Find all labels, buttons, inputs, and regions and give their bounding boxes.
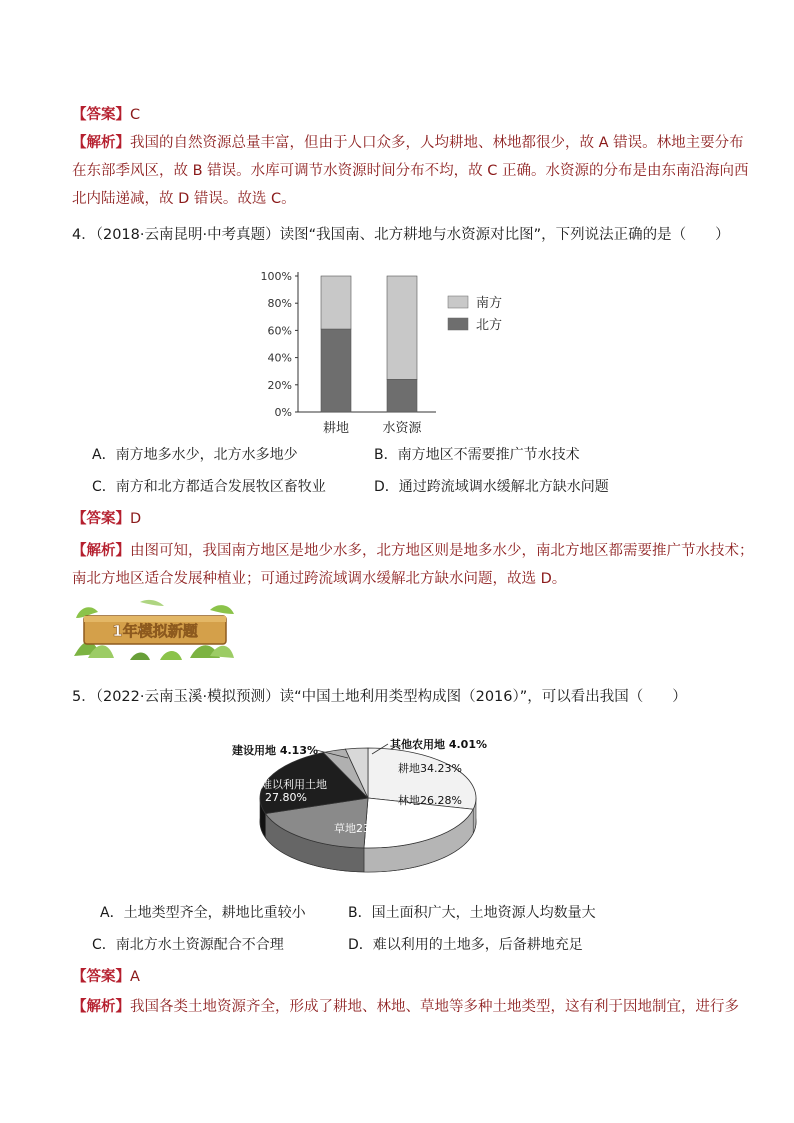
slice-label: 草地23.15% xyxy=(334,822,398,835)
legend-label: 南方 xyxy=(476,296,503,311)
bar-segment xyxy=(387,379,417,412)
y-tick-label: 80% xyxy=(267,297,292,311)
legend-swatch xyxy=(448,296,468,308)
legend-swatch xyxy=(448,318,468,330)
y-tick-label: 60% xyxy=(267,324,292,338)
analysis-line-4-1: 【解析】由图可知，我国南方地区是地少水多，北方地区则是地多水少，南北方地区都需要推广节水技术； xyxy=(72,543,754,559)
question-5-stem: 5．（2022·云南玉溪·模拟预测）读“中国土地利用类型构成图（2016）”，可以看出我国（ ） xyxy=(72,689,687,705)
q4-option-c[interactable]: C．南方和北方都适合发展牧区畜牧业 xyxy=(92,479,326,495)
q5-option-b[interactable]: B．国土面积广大，土地资源人均数量大 xyxy=(348,905,596,921)
y-tick-label: 0% xyxy=(274,406,292,419)
answer-value: C xyxy=(130,107,141,123)
analysis-line-3-3: 北内陆递减，故 D 错误。故选 C。 xyxy=(72,191,296,207)
pie-chart xyxy=(230,728,530,888)
slice-label: 其他农用地 4.01% xyxy=(390,738,487,751)
analysis-line-5-1: 【解析】我国各类土地资源齐全，形成了耕地、林地、草地等多种土地类型，这有利于因地制宜，进行多 xyxy=(72,999,739,1015)
answer-line-5: 【答案】A xyxy=(72,969,140,985)
q5-option-d[interactable]: D．难以利用的土地多，后备耕地充足 xyxy=(348,937,583,953)
q5-option-c[interactable]: C．南北方水土资源配合不合理 xyxy=(92,937,284,953)
question-4-stem: 4．（2018·云南昆明·中考真题）读图“我国南、北方耕地与水资源对比图”，下列说法正确的是（ ） xyxy=(72,227,730,243)
answer-label: 【答案】 xyxy=(72,107,130,123)
x-tick-label: 水资源 xyxy=(382,421,422,436)
y-tick-label: 40% xyxy=(267,351,292,365)
analysis-label: 【解析】 xyxy=(72,135,130,151)
slice-label: 林地26.28% xyxy=(398,794,462,807)
analysis-line-3-2: 在东部季风区，故 B 错误。水库可调节水资源时间分布不均，故 C 正确。水资源的分布是由东南沿海向西 xyxy=(72,163,749,179)
y-tick-label: 100% xyxy=(260,270,292,283)
legend-label: 北方 xyxy=(476,318,503,333)
section-banner xyxy=(70,598,238,662)
slice-label: 建设用地 4.13% xyxy=(232,744,318,757)
stacked-bar-chart xyxy=(250,262,550,440)
answer-line-3 xyxy=(72,104,140,126)
analysis-line-4-2: 南北方地区适合发展种植业；可通过跨流域调水缓解北方缺水问题，故选 D。 xyxy=(72,571,567,587)
banner-text: 1年模拟新题 xyxy=(112,622,198,640)
slice-label: 耕地34.23% xyxy=(398,762,462,775)
q4-option-a[interactable]: A．南方地多水少，北方水多地少 xyxy=(92,447,298,463)
q5-option-a[interactable]: A．土地类型齐全，耕地比重较小 xyxy=(100,905,306,921)
answer-line-4: 【答案】D xyxy=(72,511,142,527)
slice-label: 难以利用土地 xyxy=(261,778,327,791)
x-tick-label: 耕地 xyxy=(322,421,350,436)
q4-option-d[interactable]: D．通过跨流域调水缓解北方缺水问题 xyxy=(374,479,609,495)
bar-segment xyxy=(321,329,351,412)
y-tick-label: 20% xyxy=(267,378,292,392)
q4-option-b[interactable]: B．南方地区不需要推广节水技术 xyxy=(374,447,580,463)
analysis-line-3-1: 【解析】我国的自然资源总量丰富，但由于人口众多，人均耕地、林地都很少，故 A 错误。林地主要分布 xyxy=(72,135,744,151)
bar-segment xyxy=(387,276,417,379)
slice-label: 27.80% xyxy=(265,791,307,804)
bar-segment xyxy=(321,276,351,329)
